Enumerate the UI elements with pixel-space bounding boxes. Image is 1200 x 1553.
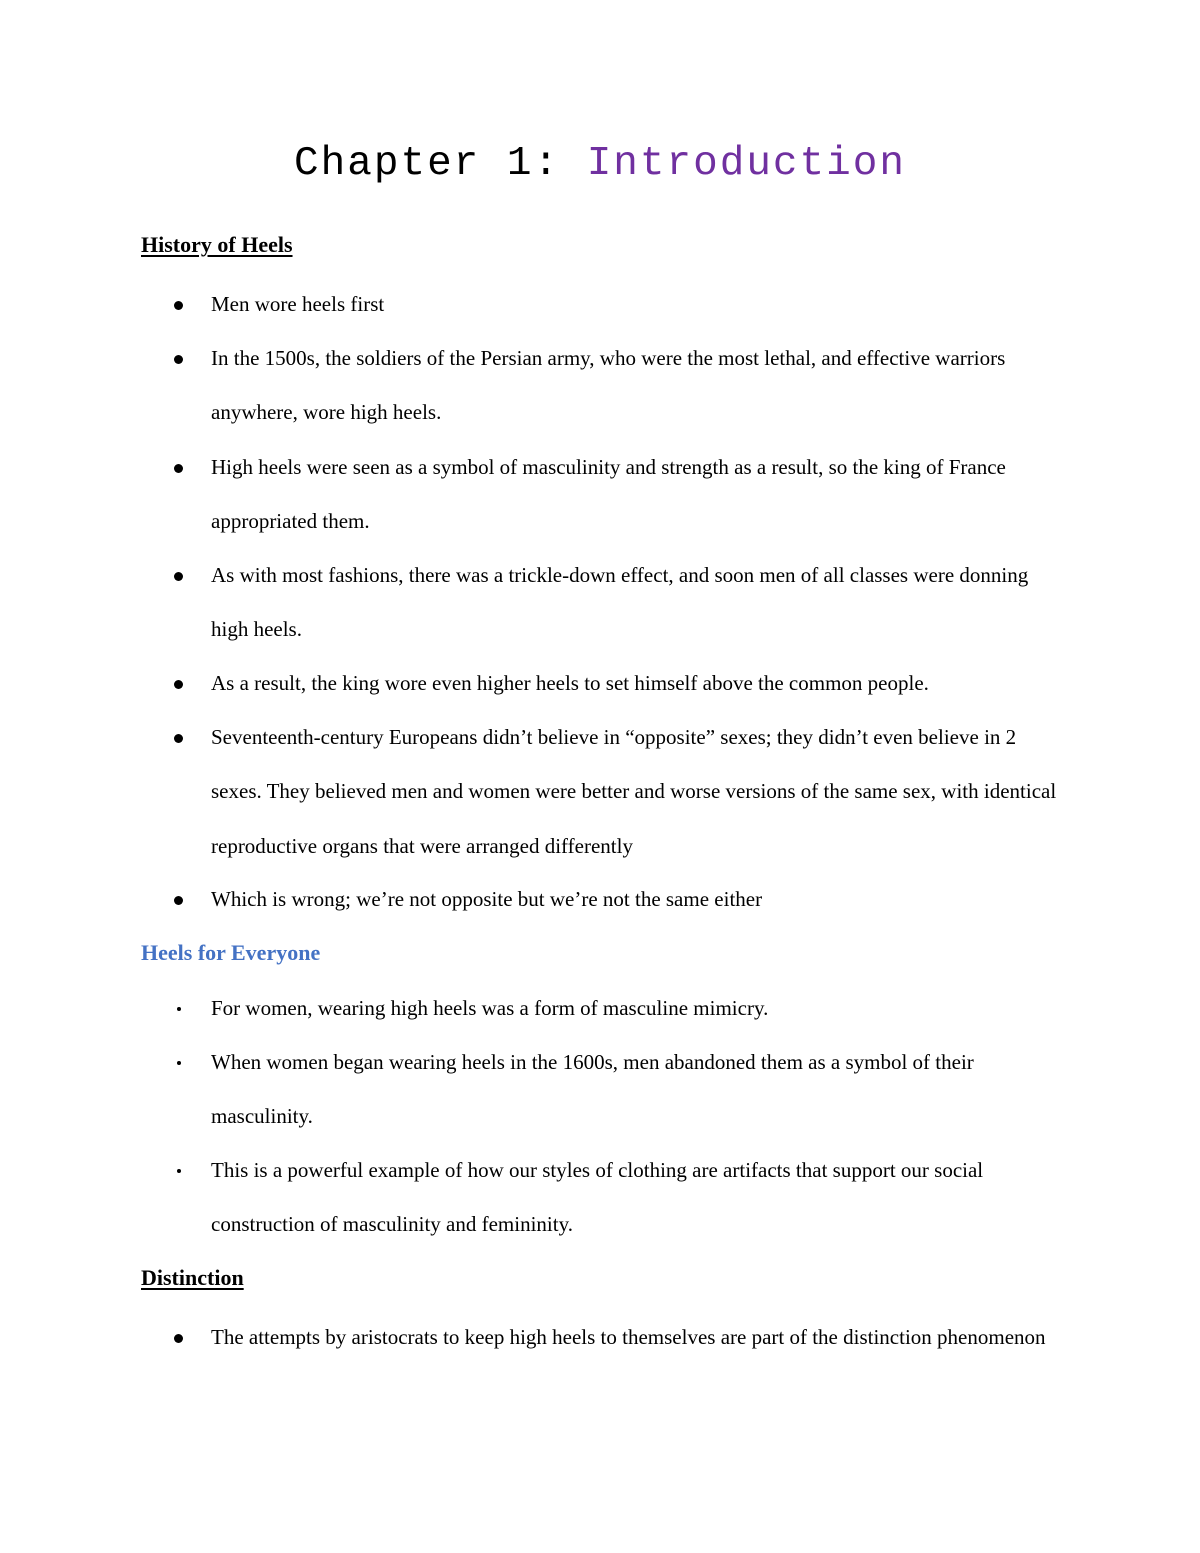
list-item: [141, 289, 1061, 331]
list-item: [141, 884, 1061, 926]
bullet-icon: [174, 734, 183, 743]
list-item: [141, 1155, 1061, 1252]
list-item-text: When women began wearing heels in the 1600s, men abandoned them as a symbol of their masculinity.: [211, 1050, 974, 1129]
bullet-icon: [174, 355, 183, 364]
bullet-icon: [174, 896, 183, 905]
bullet-icon: [174, 301, 183, 310]
list-item: [141, 668, 1061, 710]
heading-heels-for-everyone: Heels for Everyone: [141, 940, 321, 965]
list-item: [141, 1322, 1061, 1364]
list-item: [141, 343, 1061, 440]
list-item-text: The attempts by aristocrats to keep high heels to themselves are part of the distinction phenomenon: [211, 1325, 1046, 1349]
list-item-text: As a result, the king wore even higher heels to set himself above the common people.: [211, 671, 929, 695]
bullet-icon: [174, 572, 183, 581]
list-item-text: In the 1500s, the soldiers of the Persian army, who were the most lethal, and effective warriors anywhere, wore high heels.: [211, 346, 1006, 425]
bullet-icon: [174, 1334, 183, 1343]
list-item-text: Men wore heels first: [211, 292, 385, 316]
heading-distinction: Distinction: [141, 1265, 244, 1290]
list-item: [141, 1047, 1061, 1144]
list-item-text: This is a powerful example of how our styles of clothing are artifacts that support our social construction of masculinity and femininity.: [211, 1158, 984, 1237]
bullet-icon: [177, 1007, 181, 1011]
list-item-text: Seventeenth-century Europeans didn’t believe in “opposite” sexes; they didn’t even believe in 2 sexes. They believed men and women were better and worse versions of the same sex, with identical reproductive organs that were arranged differently: [211, 725, 1057, 858]
list-item: [141, 993, 1061, 1035]
list-item: [141, 722, 1061, 873]
list-item-text: Which is wrong; we’re not opposite but we’re not the same either: [211, 887, 763, 911]
bullet-icon: [177, 1169, 181, 1173]
bullet-icon: [177, 1061, 181, 1065]
list-item-text: High heels were seen as a symbol of masculinity and strength as a result, so the king of France appropriated them.: [211, 455, 1006, 534]
chapter-title-prefix: Chapter 1:: [294, 141, 587, 187]
list-item-text: As with most fashions, there was a trickle-down effect, and soon men of all classes were donning high heels.: [211, 563, 1029, 642]
bullet-icon: [174, 464, 183, 473]
chapter-title-accent: Introduction: [586, 141, 906, 187]
chapter-title: [0, 138, 1200, 190]
list-item-text: For women, wearing high heels was a form of masculine mimicry.: [211, 996, 769, 1020]
list-item: [141, 452, 1061, 549]
heading-history-of-heels: History of Heels: [141, 232, 293, 257]
list-item: [141, 560, 1061, 657]
bullet-icon: [174, 680, 183, 689]
